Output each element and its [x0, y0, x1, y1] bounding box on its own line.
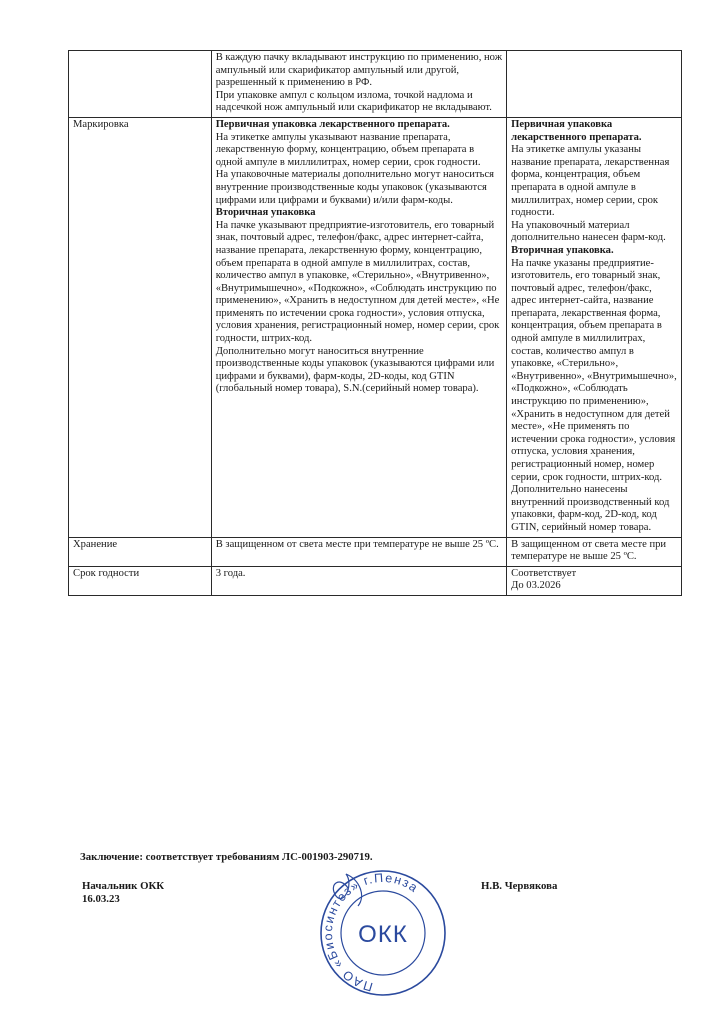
- result-cell-marking: [507, 117, 682, 537]
- row-label-marking: Маркировка: [69, 117, 212, 537]
- result-cell: [507, 51, 682, 118]
- stamp-ring-text: ПАО «Биосинтез» г.Пенза: [320, 870, 422, 994]
- table-row: [69, 51, 682, 118]
- result-cell-shelf-life: [507, 566, 682, 595]
- row-label-shelf-life: Срок годности: [69, 566, 212, 595]
- spec-paragraph: Дополнительно могут наноситься внутренние производственные коды упаковок (указываются цифрами или цифрами и буквами), фарм-коды, 2D-коды, код GTIN (глобальный номер товара), S.N.(серийный номер товара).: [215, 345, 495, 395]
- spec-cell-marking: [211, 117, 506, 537]
- result-primary-heading: Первичная упаковка лекарственного препарата.: [511, 118, 642, 143]
- signer-date: 16.03.23: [82, 893, 120, 905]
- result-line: Соответствует: [511, 567, 577, 579]
- spec-cell-storage: В защищенном от света месте при температуре не выше 25 ºС.: [211, 537, 506, 566]
- quality-spec-table: [68, 50, 682, 596]
- conclusion: Заключение: соответствует требованиям ЛС-001903-290719.: [80, 851, 373, 863]
- table-row-marking: [69, 117, 682, 537]
- stamp-center-text: ОКК: [358, 921, 408, 948]
- spec-paragraph: В каждую пачку вкладывают инструкцию по применению, нож ампульный или скарификатор ампульный или другой, разрешенный к применению в РФ.: [215, 52, 503, 89]
- signer-name: Н.В. Червякова: [481, 880, 558, 892]
- spec-paragraph: На упаковочные материалы дополнительно могут наноситься внутренние производственные коды упаковок (указываются цифрами или цифрами и буквами) и/или фарм-коды.: [215, 169, 495, 206]
- table-row-storage: [69, 537, 682, 566]
- row-label-storage: Хранение: [69, 537, 212, 566]
- result-paragraph: На пачке указаны предприятие-изготовитель, его товарный знак, почтовый адрес, телефон/факс, адрес интернет-сайта, название препарата, лекарственная форма, концентрация, объем препарата в одной ампуле в миллилитрах, состав, количество ампул в упаковке, «Стерильно», «Внутривенно», «Внутримышечно», «Подкожно», «Соблюдать инструкцию по применению», «Хранить в недоступном для детей месте», «Не применять по истечении срока годности», условия отпуска, условия хранения, регистрационный номер, номер серии, срок годности, штрих-код.: [511, 257, 677, 483]
- result-line: До 03.2026: [511, 580, 561, 592]
- result-paragraph: На этикетке ампулы указаны название препарата, лекарственная форма, концентрация, объем препарата в одной ампуле в миллилитрах, номер серии, срок годности.: [511, 144, 670, 219]
- spec-cell: [211, 51, 506, 118]
- spec-paragraph: При упаковке ампул с кольцом излома, точкой надлома и надсечкой нож ампульный или скарификатор не вкладывают.: [215, 89, 492, 114]
- result-paragraph: На упаковочный материал дополнительно нанесен фарм-код.: [511, 219, 666, 244]
- row-label-cell: [69, 51, 212, 118]
- table-row-shelf-life: [69, 566, 682, 595]
- result-secondary-heading: Вторичная упаковка.: [511, 244, 614, 256]
- spec-primary-heading: Первичная упаковка лекарственного препарата.: [215, 118, 450, 130]
- spec-secondary-heading: Вторичная упаковка: [215, 207, 316, 219]
- spec-paragraph: На пачке указывают предприятие-изготовитель, его товарный знак, почтовый адрес, телефон/факс, адрес интернет-сайта, название препарата, лекарственную форму, концентрацию, объем препарата в одной ампуле в миллилитрах, состав, количество ампул в упаковке, «Стерильно», «Внутривенно», «Внутримышечно», «Подкожно», «Соблюдать инструкцию по применению», «Хранить в недоступном для детей месте», «Не применять по истечении срока годности», условия отпуска, условия хранения, регистрационный номер, номер серии, срок годности, штрих-код.: [215, 219, 500, 345]
- spec-cell-shelf-life: 3 года.: [211, 566, 506, 595]
- signer-title: Начальник ОКК: [82, 880, 165, 892]
- result-paragraph: Дополнительно нанесены внутренний производственный код упаковки, фарм-код, 2D-код, код GTIN, серийный номер товара.: [511, 484, 670, 533]
- okk-stamp: [318, 866, 448, 1000]
- spec-paragraph: На этикетке ампулы указывают название препарата, лекарственную форму, концентрацию, объем препарата в одной ампуле в миллилитрах, номер серии, срок годности.: [215, 131, 481, 168]
- result-cell-storage: В защищенном от света месте при температуре не выше 25 ºС.: [507, 537, 682, 566]
